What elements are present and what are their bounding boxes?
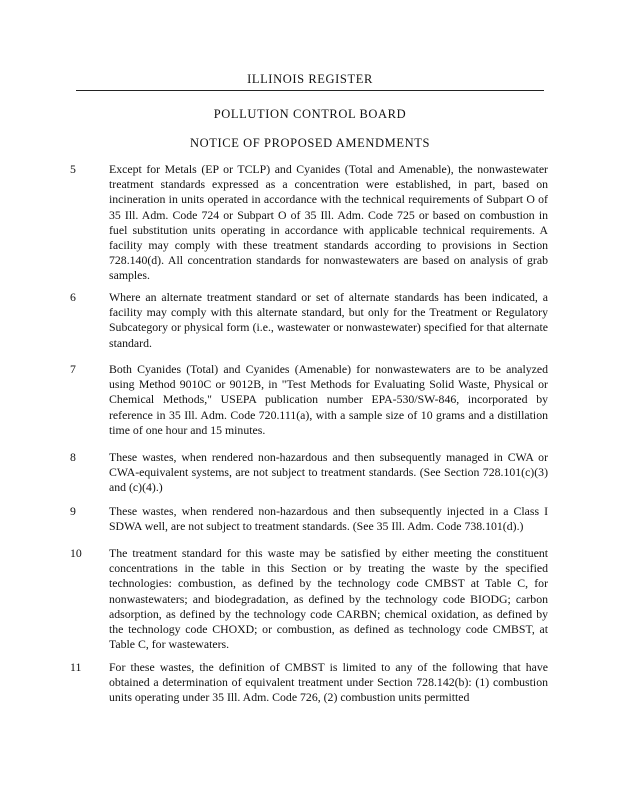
footnote-number: 9 [70,504,76,518]
footnote-number: 10 [70,546,82,560]
footnote-10 [70,546,548,652]
register-header [76,72,544,91]
footnote-number: 8 [70,450,76,464]
footnote-text: For these wastes, the definition of CMBST is limited to any of the following that have obtained a determination of equivalent treatment under Section 728.142(b): (1) combustion units operating under 35 Ill. Adm. Code 726, (2) combustion units permitted [109,660,548,705]
footnote-number: 5 [70,162,76,176]
footnote-text: Except for Metals (EP or TCLP) and Cyanides (Total and Amenable), the nonwastewater treatment standards expressed as a concentration were established, in part, based on incineration in units operated in accordance with the technical requirements of Subpart O of 35 Ill. Adm. Code 724 or Subpart O of 35 Ill. Adm. Code 725 or based on combustion in fuel substitution units operating in accordance with applicable technical requirements. A facility may comply with these treatment standards according to provisions in Section 728.140(d). All concentration standards for nonwastewaters are based on analysis of grab samples. [109,162,548,283]
footnote-text: Both Cyanides (Total) and Cyanides (Amenable) for nonwastewaters are to be analyzed using Method 9010C or 9012B, in "Test Methods for Evaluating Solid Waste, Physical or Chemical Methods," USEPA publication number EPA-530/SW-846, incorporated by reference in 35 Ill. Adm. Code 720.111(a), with a sample size of 10 grams and a distillation time of one hour and 15 minutes. [109,362,548,437]
footnote-text: The treatment standard for this waste may be satisfied by either meeting the constituent concentrations in the table in this Section or by treating the waste by the specified technologies: combustion, as defined by the technology code CMBST at Table C, for nonwastewaters; and biodegradation, as defined by the technology code BIODG; carbon adsorption, as defined by the technology code CARBN; chemical oxidation, as defined by the technology code CHOXD; or combustion, as defined as technology code CMBST, at Table C, for wastewaters. [109,546,548,652]
footnote-text: These wastes, when rendered non-hazardous and then subsequently injected in a Class I SDWA well, are not subject to treatment standards. (See 35 Ill. Adm. Code 738.101(d).) [109,504,548,534]
board-name: POLLUTION CONTROL BOARD [213,107,407,121]
footnote-8 [70,450,548,496]
footnote-number: 6 [70,290,76,304]
footnote-9 [70,504,548,534]
footnote-6 [70,290,548,351]
footnote-5 [70,162,548,284]
register-title: ILLINOIS REGISTER [247,72,373,86]
footnote-7 [70,362,548,438]
footnote-number: 7 [70,362,76,376]
notice-title: NOTICE OF PROPOSED AMENDMENTS [190,136,430,150]
footnote-text: Where an alternate treatment standard or set of alternate standards has been indicated, a facility may comply with this alternate standard, but only for the Treatment or Regulatory Subcategory or physical form (i.e., wastewater or nonwastewater) specified for that alternate standard. [109,290,548,350]
footnote-11 [70,660,548,706]
footnote-text: These wastes, when rendered non-hazardous and then subsequently managed in CWA or CWA-equivalent systems, are not subject to treatment standards. (See Section 728.101(c)(3) and (c)(4).) [109,450,548,495]
footnote-number: 11 [70,660,82,674]
